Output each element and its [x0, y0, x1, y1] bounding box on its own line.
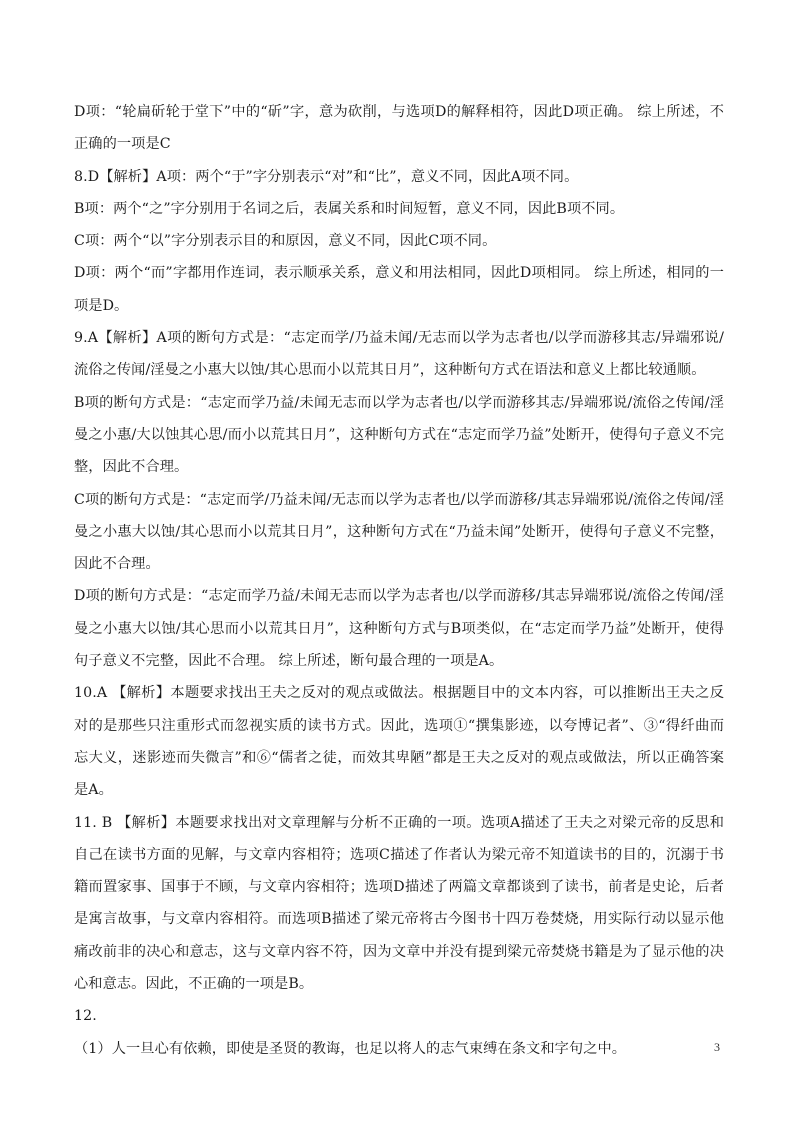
paragraph-q8-b: B项：两个“之”字分别用于名词之后，表属关系和时间短暂，意义不同，因此B项不同。 — [74, 200, 625, 217]
paragraph-q9-d: D项的断句方式是：“志定而学乃益/未闻无志而以学为志者也/以学而游移/其志异端邪说/流俗之传闻/淫曼之小惠大以蚀/其心思而小以荒其日月”，这种断句方式与B项类似，在“志定而学乃益”处断开，使得句子意义不完整，因此不合理。 综上所述，断句最合理的一项是A。 — [74, 588, 724, 670]
paragraph-q9-c: C项的断句方式是：“志定而学/乃益未闻/无志而以学为志者也/以学而游移/其志异端邪说/流俗之传闻/淫曼之小惠大以蚀/其心思而小以荒其日月”，这种断句方式在“乃益未闻”处断开，使得句子意义不完整，因此不合理。 — [74, 491, 724, 573]
paragraph-d-option-q7: D项：“轮扁斫轮于堂下”中的“斫”字，意为砍削，与选项D的解释相符，因此D项正确。 综上所述，不正确的一项是C — [74, 104, 724, 153]
page-number: 3 — [714, 1040, 720, 1054]
paragraph-q9-a: 9.A【解析】A项的断句方式是：“志定而学/乃益未闻/无志而以学为志者也/以学而游移其志/异端邪说/流俗之传闻/淫曼之小惠大以蚀/其心思而小以荒其日月”，这种断句方式在语法和意义上都比较通顺。 — [74, 330, 724, 379]
paragraph-q8-d: D项：两个“而”字都用作连词，表示顺承关系，意义和用法相同，因此D项相同。 综上所述，相同的一项是D。 — [74, 265, 724, 314]
paragraph-q11: 11. B 【解析】本题要求找出对文章理解与分析不正确的一项。选项A描述了王夫之对梁元帝的反思和自己在读书方面的见解，与文章内容相符；选项C描述了作者认为梁元帝不知道读书的目的，沉溺于书籍而置家事、国事于不顾，与文章内容相符；选项D描述了两篇文章都谈到了读书，前者是史论，后者是寓言故事，与文章内容相符。而选项B描述了梁元帝将古今图书十四万卷焚烧，用实际行动以显示他痛改前非的决心和意志，这与文章内容不符，因为文章中并没有提到梁元帝焚烧书籍是为了显示他的决心和意志。因此，不正确的一项是B。 — [74, 814, 724, 993]
document-body — [74, 96, 724, 1065]
paragraph-q12-heading: 12. — [74, 1008, 97, 1025]
paragraph-q8-c: C项：两个“以”字分别表示目的和原因，意义不同，因此C项不同。 — [74, 233, 497, 250]
paragraph-q12-1: （1）人一旦心有依赖，即使是圣贤的教诲，也足以将人的志气束缚在条文和字句之中。 — [74, 1040, 627, 1057]
paragraph-q9-b: B项的断句方式是：“志定而学乃益/未闻无志而以学为志者也/以学而游移其志/异端邪说/流俗之传闻/淫曼之小惠/大以蚀其心思/而小以荒其日月”，这种断句方式在“志定而学乃益”处断开，使得句子意义不完整，因此不合理。 — [74, 394, 724, 476]
paragraph-q10: 10.A 【解析】本题要求找出王夫之反对的观点或做法。根据题目中的文本内容，可以推断出王夫之反对的是那些只注重形式而忽视实质的读书方式。因此，选项①“撰集影迹，以夸博记者”、③“得纤曲而忘大义，迷影迹而失微言”和⑥“儒者之徒，而效其卑陋”都是王夫之反对的观点或做法，所以正确答案是A。 — [74, 685, 724, 799]
paragraph-q8-a: 8.D【解析】A项：两个“于”字分别表示“对”和“比”，意义不同，因此A项不同。 — [74, 168, 579, 185]
